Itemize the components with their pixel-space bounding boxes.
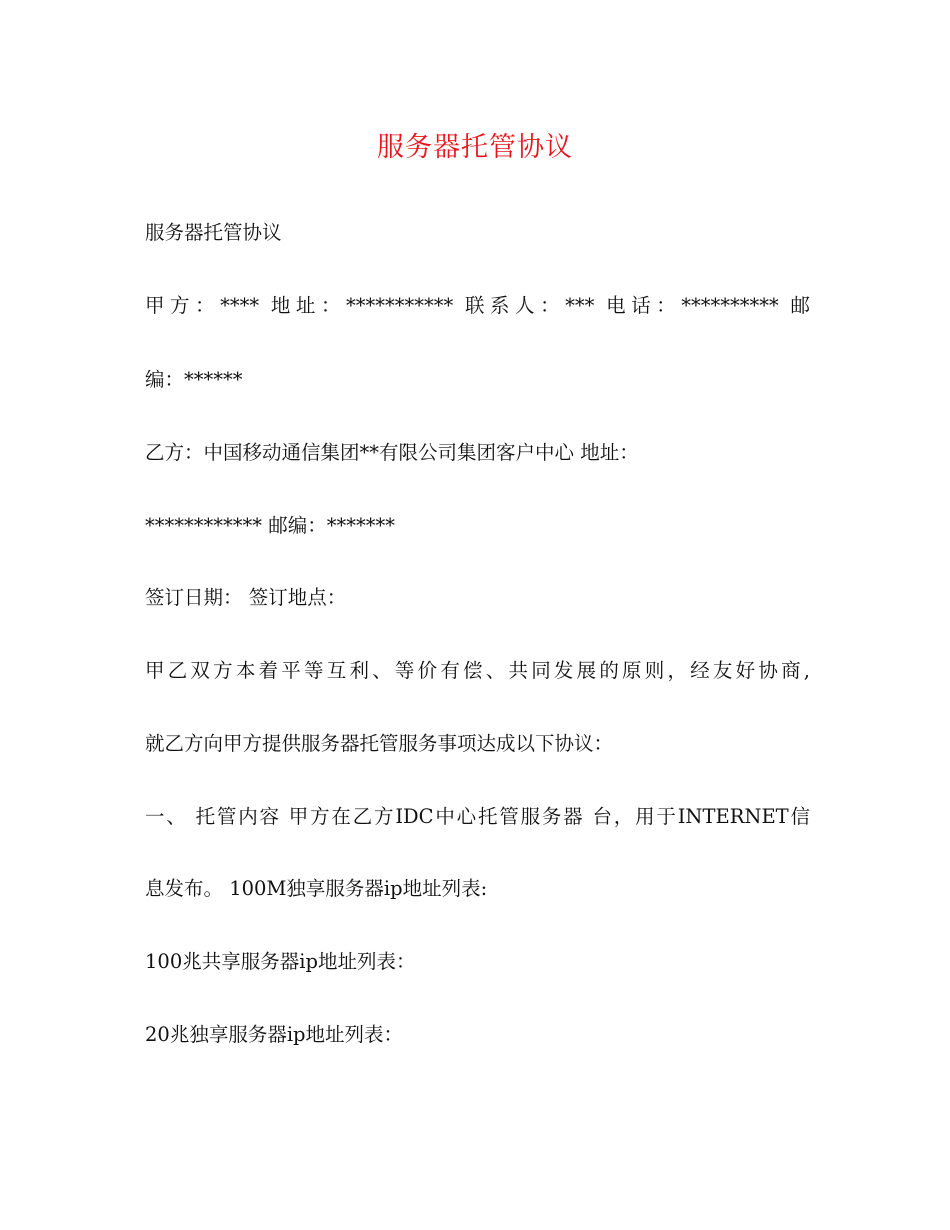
paragraph-line: 编：****** [145, 368, 243, 391]
paragraph-line: 服务器托管协议 [145, 221, 282, 244]
paragraph-line: 甲乙双方本着平等互利、等价有偿、共同发展的原则，经友好协商, [145, 659, 810, 682]
document-title: 服务器托管协议 [377, 132, 573, 163]
paragraph-line: 乙方：中国移动通信集团**有限公司集团客户中心 地址： [145, 441, 639, 464]
paragraph-line: 100兆共享服务器ip地址列表： [145, 950, 416, 973]
paragraph-line: 就乙方向甲方提供服务器托管服务事项达成以下协议： [145, 732, 614, 755]
paragraph-line: 甲方：**** 地址：*********** 联系人：*** 电话：********** 邮 [145, 294, 810, 317]
paragraph-line: 20兆独享服务器ip地址列表： [145, 1023, 404, 1046]
paragraph-line: 一、 托管内容 甲方在乙方IDC中心托管服务器 台，用于INTERNET信 [145, 805, 810, 828]
paragraph-line: 息发布。 100M独享服务器ip地址列表: [145, 877, 488, 900]
paragraph-line: ************ 邮编：******* [145, 514, 395, 537]
paragraph-line: 签订日期： 签订地点： [145, 586, 347, 609]
